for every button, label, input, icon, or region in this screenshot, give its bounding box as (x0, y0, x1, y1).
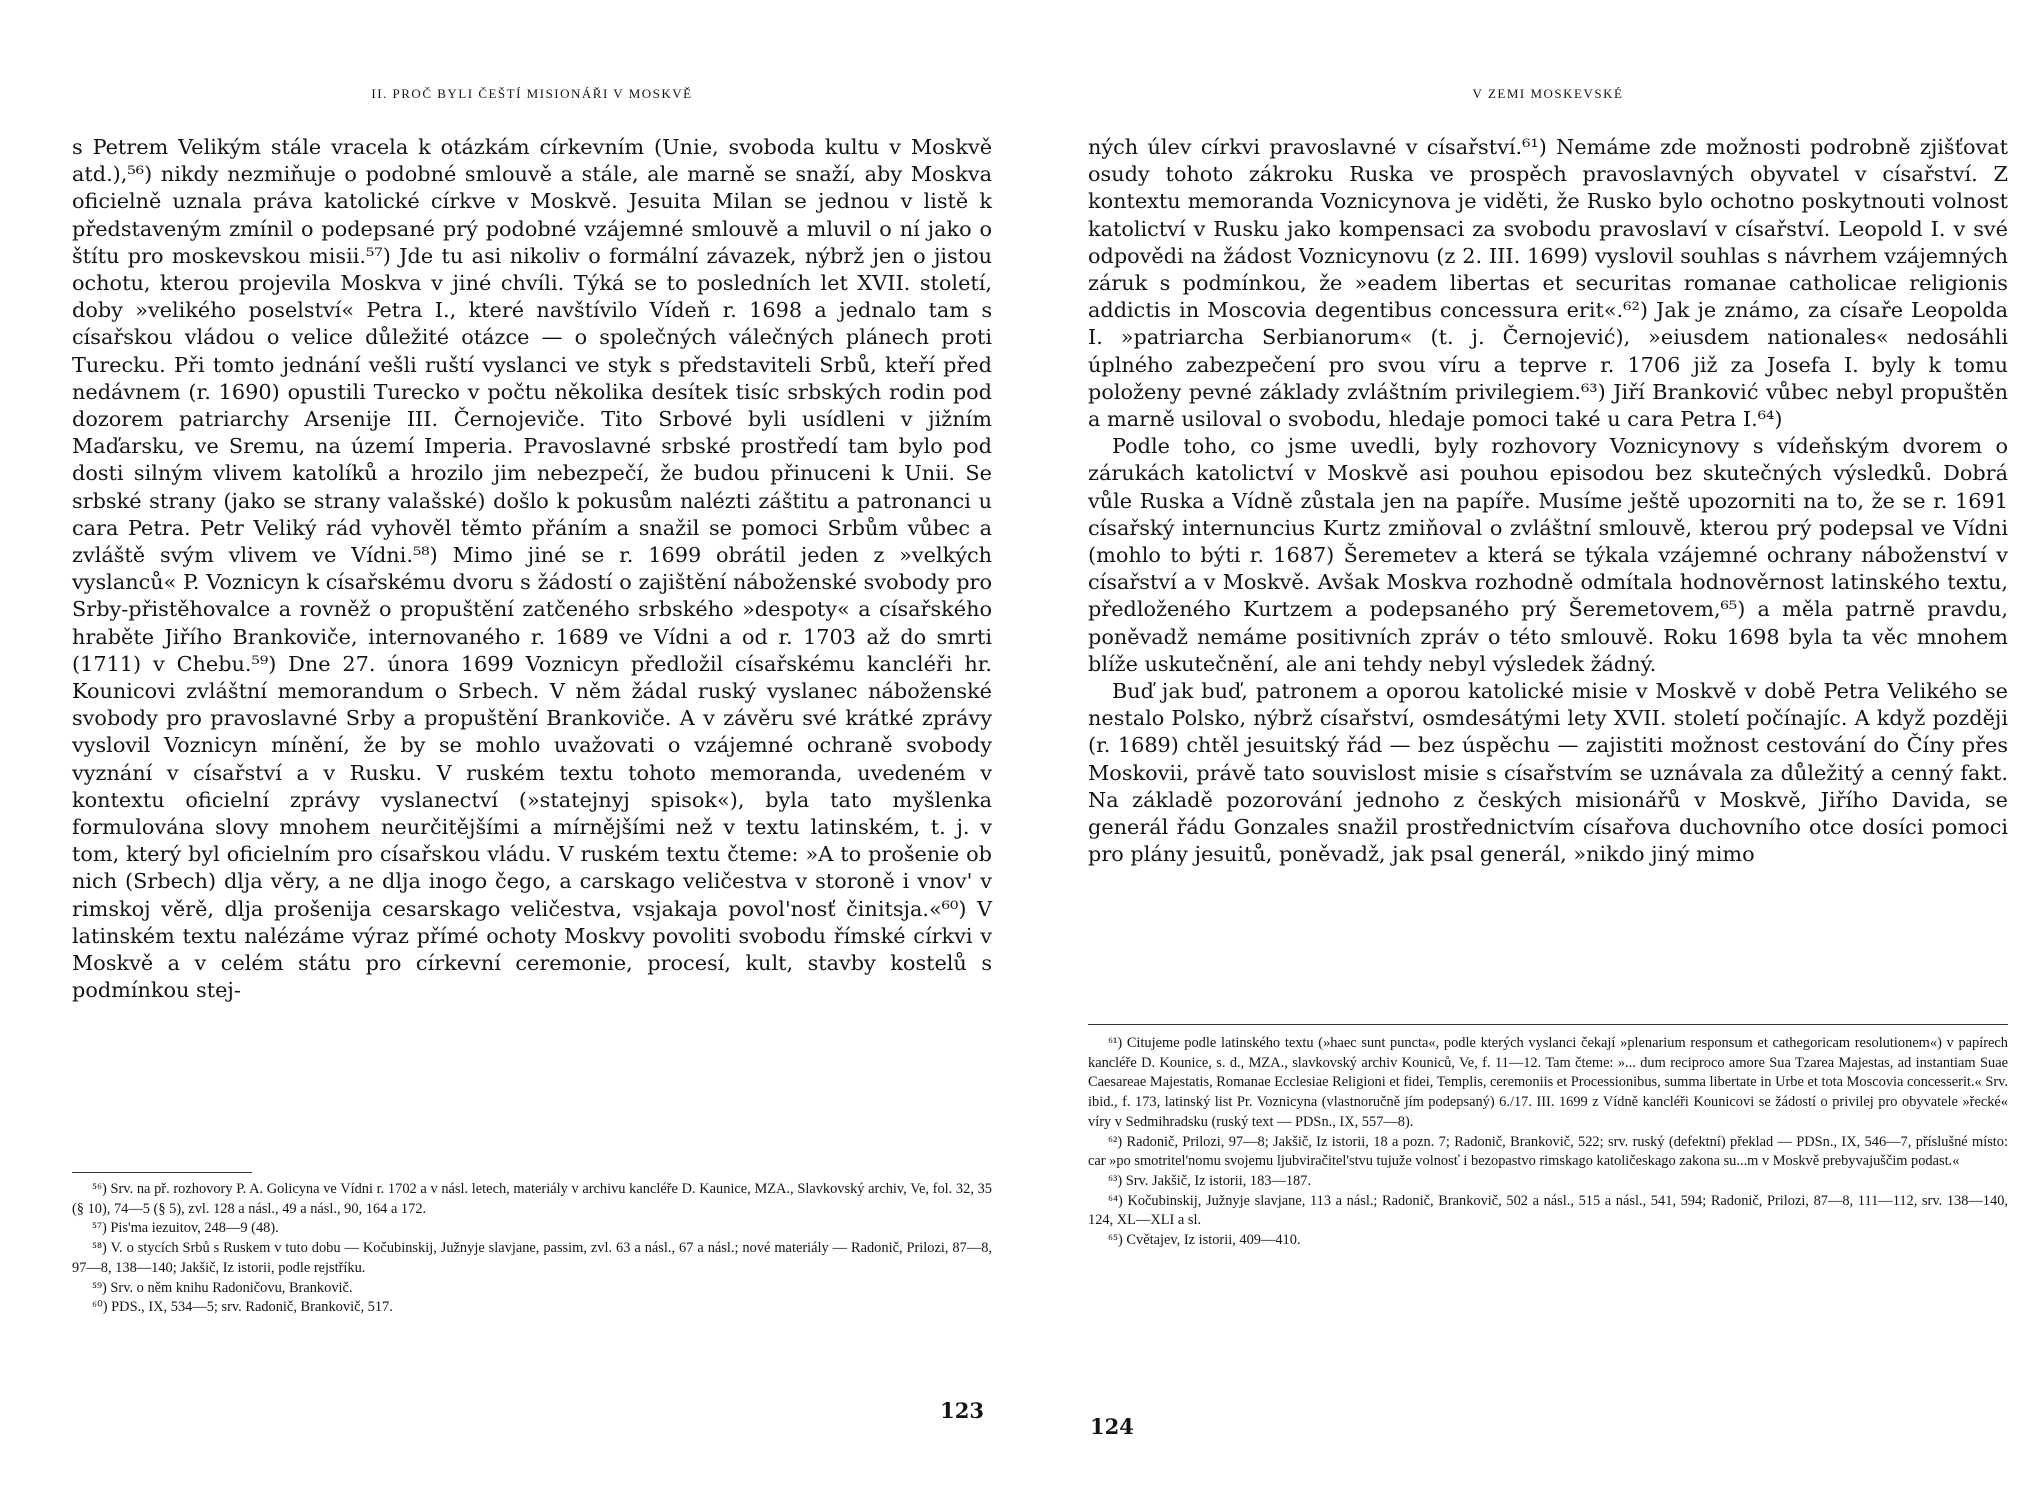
footnote: ⁶⁴) Kočubinskij, Južnyje slavjane, 113 a násl.; Radonič, Brankovič, 502 a násl., 515 a násl., 541, 594; Radonič, Prilozi, 87—8, 111—112, srv. 138—140, 124, XL—XLI a sl. (1088, 1192, 2008, 1229)
footnote: ⁶³) Srv. Jakšič, Iz istorii, 183—187. (1108, 1172, 1312, 1189)
paragraph: Podle toho, co jsme uvedli, byly rozhovory Voznicynovy s vídeňským dvorem o zárukách katolictví v Moskvě asi pouhou episodou bez skutečných výsledků. Dobrá vůle Ruska a Vídně zůstala jen na papíře. Musíme ještě upozorniti na to, že se r. 1691 císařský internuncius Kurtz zmiňoval o zvláštní smlouvě, kterou prý podepsal ve Vídni (mohlo to býti r. 1687) Šeremetev a která se týkala vzájemné ochrany náboženství v císařství a v Moskvě. Avšak Moskva rozhodně odmítala hodnověrnost latinského textu, předloženého Kurtzem a podepsaného prý Šeremetovem,⁶⁵) a měla patrně pravdu, poněvadž nemáme positivních zpráv o této smlouvě. Roku 1698 byla ta věc mnohem blíže uskutečnění, ale ani tehdy nebyl výsledek žádný. (1088, 434, 2008, 676)
footnote: ⁶⁵) Cvětajev, Iz istorii, 409—410. (1108, 1232, 1301, 1249)
running-head: II. PROČ BYLI ČEŠTÍ MISIONÁŘI V MOSKVĚ (371, 86, 693, 101)
paragraph: Buď jak buď, patronem a oporou katolické misie v Moskvě v době Petra Velikého se nestalo Polsko, nýbrž císařství, osmdesátými lety XVII. století počínajíc. A když později (r. 1689) chtěl jesuitský řád — bez úspěchu — zajistiti možnost cestování do Číny přes Moskovii, právě tato souvislost misie s císařstvím se uznávala za důležitý a cenný fakt. Na základě pozorování jednoho z českých misionářů v Moskvě, Jiřího Davida, se generál řádu Gonzales snažil prostřednictvím císařova duchovního otce dosíci pomoci pro plány jesuitů, poněvadž, jak psal generál, »nikdo jiný mimo (1088, 679, 2008, 867)
footnote: ⁵⁷) Pis'ma iezuitov, 248—9 (48). (92, 1220, 279, 1237)
paragraph: s Petrem Velikým stále vracela k otázkám církevním (Unie, svoboda kultu v Moskvě atd.),⁵⁶) nikdy nezmiňuje o podobné smlouvě a stále, ale marně se snaží, aby Moskva oficielně uznala práva katolické církve v Moskvě. Jesuita Milan se jednou v listě k představeným zmínil o podepsané prý podobné vzájemné smlouvě a mluvil o ní jako o štítu pro moskevskou misii.⁵⁷) Jde tu asi nikoliv o formální závazek, nýbrž jen o jistou ochotu, kterou projevila Moskva v jiné chvíli. Týká se to posledních let XVII. století, doby »velikého poselství« Petra I., které navštívilo Vídeň r. 1698 a jednalo tam s císařskou vládou o velice důležité otázce — o společných válečných plánech proti Turecku. Při tomto jednání vešli ruští vyslanci ve styk s představiteli Srbů, kteří před nedávnem (r. 1690) opustili Turecko v počtu několika desítek tisíc srbských rodin pod dozorem patriarchy Arsenije III. Černojeviče. Tito Srbové byli usídleni v jižním Maďarsku, ve Sremu, na území Imperia. Pravoslavné srbské prostředí tam bylo pod dosti silným vlivem katolíků a hrozilo jim nebezpečí, že budou přinuceni k Unii. Se srbské strany (jako se strany valašské) došlo k pokusům nalézti záštitu a patronanci u cara Petra. Petr Veliký rád vyhověl těmto přáním a snažil se pomoci Srbům vůbec a zvláště svým vlivem ve Vídni.⁵⁸) Mimo jiné se r. 1699 obrátil jeden z »velkých vyslanců« P. Voznicyn k císařskému dvoru s žádostí o zajištění náboženské svobody pro Srby-přistěhovalce a rovněž o propuštění zatčeného srbského »despoty« a císařského hraběte Jiřího Brankoviče, internovaného r. 1689 ve Vídni a od r. 1703 až do smrti (1711) v Chebu.⁵⁹) Dne 27. února 1699 Voznicyn předložil císařskému kancléři hr. Kounicovi zvláštní memorandum o Srbech. V něm žádal ruský vyslanec náboženské svobody pro pravoslavné Srby a propuštění Brankoviče. A v závěru své krátké zprávy vyslovil Voznicyn mínění, že by se mohlo uvažovati o vzájemné ochraně svobody vyznání v císařství a v Rusku. V ruském textu tohoto memoranda, uvedeném v kontextu oficielní zprávy vyslanectví (»statejnyj spisok«), byla tato myšlenka formulována slovy mnohem neurčitějšími a mírnějšími než v textu latinském, t. j. v tom, který byl oficielním pro císařskou vládu. V ruském textu čteme: »A to prošenie ob nich (Srbech) dlja věry, a ne dlja inogo čego, a carskago veličestva v storoně i vnov' v rimskoj věrě, dlja prošenija cesarskago veličestva, vsjakaja povol'nosť činitsja.«⁶⁰) V latinském textu nalézáme výraz přímé ochoty Moskvy povoliti svobodu římské církvi v Moskvě a v celém státu pro církevní ceremonie, procesí, kult, stavby kostelů s podmínkou stej- (72, 135, 992, 1003)
page-number: 124 (1090, 1414, 1134, 1439)
footnote: ⁵⁹) Srv. o něm knihu Radoničovu, Brankovič. (92, 1279, 353, 1296)
footnote: ⁵⁸) V. o stycích Srbů s Ruskem v tuto dobu — Kočubinskij, Južnyje slavjane, passim, zvl. 63 a násl., 67 a násl.; nové materiály — Radonič, Prilozi, 87—8, 97—8, 138—140; Jakšič, Iz istorii, podle rejstříku. (72, 1240, 992, 1276)
footnote: ⁵⁶) Srv. na př. rozhovory P. A. Golicyna ve Vídni r. 1702 a v násl. letech, materiály v archivu kancléře D. Kaunice, MZA., Slavkovský archiv, Ve, fol. 32, 35 (§ 10), 74—5 (§ 5), zvl. 128 a násl., 49 a násl., 90, 164 a 172. (72, 1181, 992, 1217)
footnote-rule (1088, 1024, 2008, 1025)
footnote-rule (72, 1172, 252, 1173)
main-text (72, 134, 992, 1005)
footnote: ⁶¹) Citujeme podle latinského textu (»haec sunt puncta«, podle kterých vyslanci čekají »plenarium responsum et cathegoricam resolutionem«) v papírech kancléře D. Kounice, s. d., MZA., slavkovský archiv Kouniců, Ve, f. 11—12. Tam čteme: »... dum reciproco amore Sua Tzarea Majestas, ad instantiam Suae Caesareae Majestatis, Romanae Ecclesiae Religioni et fidei, Templis, ceremoniis et Processionibus, summa libertate in Urbe et tota Moscovia concesserit.« Srv. ibid., f. 173, latinský list Pr. Voznicyna (vlastnoručně jím podepsaný) 6./17. III. 1699 z Vídně kancléři Kounicovi se žádostí o privilej pro obyvatele »řecké« víry v Sedmihradsku (ruský text — PDSn., IX, 557—8). (1088, 1035, 2008, 1130)
running-head: V ZEMI MOSKEVSKÉ (1472, 86, 1624, 101)
right-page (1088, 0, 2008, 1500)
left-page (72, 0, 992, 1500)
paragraph: ných úlev církvi pravoslavné v císařství.⁶¹) Nemáme zde možnosti podrobně zjišťovat osudy tohoto zákroku Ruska ve prospěch pravoslavných obyvatel v císařství. Z kontextu memoranda Voznicynova je viděti, že Rusko bylo ochotno poskytnouti volnost katolictví v Rusku jako kompensaci za svobodu pravoslaví v císařství. Leopold I. v své odpovědi na žádost Voznicynovu (z 2. III. 1699) vyslovil souhlas s návrhem vzájemných záruk s podmínkou, že »eadem libertas et securitas romanae catholicae religionis addictis in Moscovia degentibus concessura erit«.⁶²) Jak je známo, za císaře Leopolda I. »patriarcha Serbianorum« (t. j. Černojević), »eiusdem nationales« nedosáhli úplného zabezpečení pro svou víru a teprve r. 1706 již za Josefa I. byly k tomu položeny pevné základy zvláštním privilegiem.⁶³) Jiří Branković vůbec nebyl propuštěn a marně usiloval o svobodu, hledaje pomoci také u cara Petra I.⁶⁴) (1088, 135, 2008, 432)
main-text (1088, 134, 2008, 868)
footnote: ⁶²) Radonič, Prilozi, 97—8; Jakšič, Iz istorii, 18 a pozn. 7; Radonič, Brankovič, 522; srv. ruský (defektní) překlad — PDSn., IX, 546—7, příslušné místo: car »po smotritel'nomu svojemu ljubviračitel'stvu tujužе volnosť i bezopastvo rimskago katoličeskago zakona su...m v Moskvě prebyvajuščim podast.« (1088, 1133, 2008, 1170)
page-number: 123 (940, 1398, 984, 1423)
footnote: ⁶⁰) PDS., IX, 534—5; srv. Radonič, Brankovič, 517. (92, 1299, 393, 1316)
footnotes (1088, 1034, 2008, 1251)
footnotes (72, 1180, 992, 1318)
